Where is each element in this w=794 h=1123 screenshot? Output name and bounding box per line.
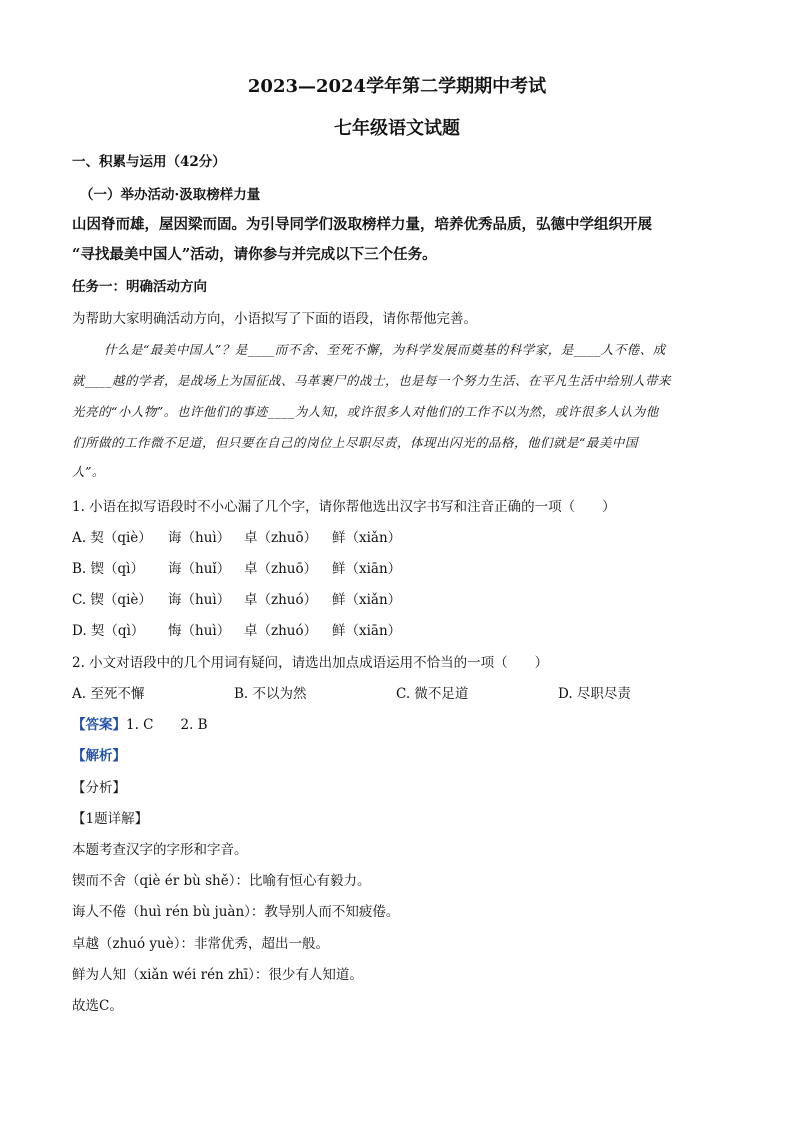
option-part: 鲜（xiān） [332,623,402,639]
option-part: 诲（huǐ） [168,561,231,577]
exam-subtitle: 七年级语文试题 [334,118,460,139]
analysis-tag: 【解析】 [72,748,126,764]
option-part: 卓（zhuō） [244,530,318,546]
option-part: 诲（huì） [168,592,231,608]
exam-title: 2023—2024学年第二学期期中考试 [247,76,547,97]
passage-line-4: 们所做的工作微不足道，但只要在自己的岗位上尽职尽责，体现出闪光的品格，他们就是“最美中国 [72,435,638,450]
answer-line [72,713,208,733]
part-heading: （一）举办活动·汲取榜样力量 [80,187,261,203]
answer-text: 1. C 2. B [126,717,208,733]
question-2-option-d: D. 尽职尽责 [558,686,631,702]
section-heading: 一、积累与运用（42分） [72,154,226,170]
option-part: C. 锲（qiè） [72,592,152,608]
passage-line-1: 什么是“最美中国人”？是____而不舍、至死不懈，为科学发展而奠基的科学家，是____人不倦、成 [104,342,666,357]
question-1-option-b [72,557,401,577]
question-2-option-b: B. 不以为然 [234,686,307,702]
option-part: 卓（zhuó） [244,623,318,639]
passage-line-2: 就____越的学者，是战场上为国征战、马革裹尸的战士，也是每一个努力生活、在平凡生活中给别人带来 [72,373,672,388]
question-2-option-c: C. 微不足道 [396,686,469,702]
analysis-line-6: 故选C。 [72,998,123,1014]
task1-heading: 任务一：明确活动方向 [72,279,207,295]
analysis-line-4: 卓越（zhuó yuè）：非常优秀，超出一般。 [72,936,329,952]
analysis-line-2: 锲而不舍（qiè ér bù shě）：比喻有恒心有毅力。 [72,873,371,889]
intro-line-2: “寻找最美中国人”活动，请你参与并完成以下三个任务。 [72,246,437,263]
intro-line-1: 山因脊而雄，屋因梁而固。为引导同学们汲取榜样力量，培养优秀品质，弘德中学组织开展 [72,216,652,233]
analysis-line-3: 诲人不倦（huì rén bù juàn）：教导别人而不知疲倦。 [72,904,400,920]
option-part: 卓（zhuó） [244,592,318,608]
question-1-option-a [72,526,401,546]
task1-description: 为帮助大家明确活动方向，小语拟写了下面的语段，请你帮他完善。 [72,311,477,327]
option-part: 卓（zhuō） [244,561,318,577]
option-part: B. 锲（qì） [72,561,144,577]
passage-line-5: 人”。 [72,464,105,479]
question-2-option-a: A. 至死不懈 [72,686,145,702]
question-1-stem: 1. 小语在拟写语段时不小心漏了几个字，请你帮他选出汉字书写和注音正确的一项（ ） [72,499,616,515]
question-2-stem: 2. 小文对语段中的几个用词有疑问，请选出加点成语运用不恰当的一项（ ） [72,655,549,671]
option-part: 诲（huì） [168,530,231,546]
option-part: 鲜（xiān） [332,561,402,577]
detail-1-tag: 【1题详解】 [72,811,149,827]
option-part: 鲜（xiǎn） [332,592,402,608]
question-1-option-d [72,619,401,639]
question-2-options [72,682,631,702]
question-1-option-c [72,588,401,608]
analysis-line-5: 鲜为人知（xiǎn wéi rén zhī）：很少有人知道。 [72,967,363,983]
analysis-line-1: 本题考查汉字的字形和字音。 [72,842,248,858]
answer-tag: 【答案】 [72,717,126,733]
option-part: 悔（huì） [168,623,231,639]
passage-line-3: 光亮的“小人物”。也许他们的事迹____为人知，或许很多人对他们的工作不以为然，或许很多人认为他 [72,404,659,419]
fenxi-tag: 【分析】 [72,780,126,796]
option-part: D. 契（qì） [72,623,145,639]
option-part: 鲜（xiǎn） [332,530,402,546]
option-part: A. 契（qiè） [72,530,152,546]
